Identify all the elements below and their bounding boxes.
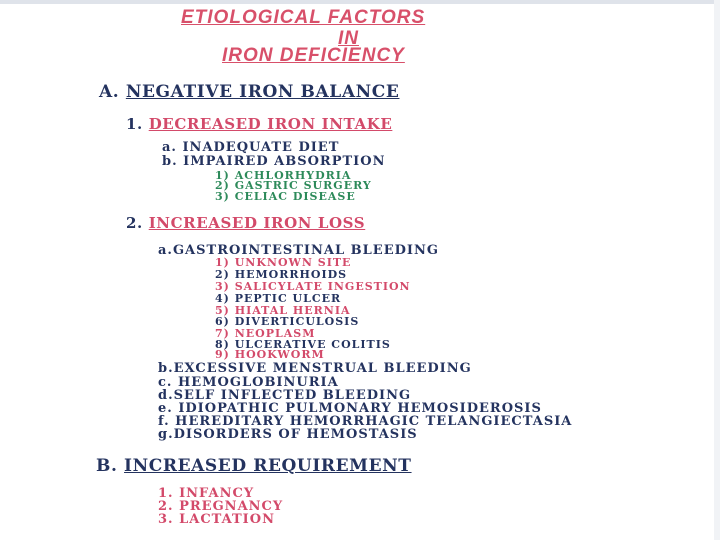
section-b-title: INCREASED REQUIREMENT [124, 456, 412, 476]
gi-cause-2: 2) HEMORRHOIDS [215, 268, 348, 281]
item-1-heading [126, 117, 392, 132]
gi-cause-6: 6) DIVERTICULOSIS [215, 315, 360, 328]
title-line-2: IN [338, 28, 359, 49]
requirement-3: 3. LACTATION [158, 512, 275, 527]
item-2-b: b.EXCESSIVE MENSTRUAL BLEEDING [158, 361, 472, 376]
item-1-sub-3: 3) CELIAC DISEASE [215, 190, 356, 203]
requirement-1: 1. INFANCY [158, 486, 255, 501]
item-1-b: b. IMPAIRED ABSORPTION [162, 154, 386, 169]
section-a-title: NEGATIVE IRON BALANCE [125, 82, 400, 102]
gi-cause-3: 3) SALICYLATE INGESTION [215, 280, 411, 293]
gi-cause-4: 4) PEPTIC ULCER [215, 292, 342, 305]
item-2-heading [126, 216, 365, 231]
item-1-sub-2: 2) GASTRIC SURGERY [215, 179, 372, 192]
gi-cause-8: 8) ULCERATIVE COLITIS [215, 338, 391, 351]
item-2-c: c. HEMOGLOBINURIA [158, 375, 339, 390]
item-2-e: e. IDIOPATHIC PULMONARY HEMOSIDEROSIS [158, 401, 542, 416]
item-2-title: INCREASED IRON LOSS [148, 214, 366, 232]
item-1-title: DECREASED IRON INTAKE [148, 115, 393, 133]
item-1-a: a. INADEQUATE DIET [162, 140, 340, 155]
item-2-g: g.DISORDERS OF HEMOSTASIS [158, 427, 418, 442]
item-1-prefix: 1. [126, 115, 143, 133]
title-line-3: IRON DEFICIENCY [222, 45, 405, 66]
gi-cause-1: 1) UNKNOWN SITE [215, 256, 352, 269]
title-line-1: ETIOLOGICAL FACTORS [181, 7, 426, 28]
section-a-prefix: A. [99, 82, 120, 102]
gi-cause-5: 5) HIATAL HERNIA [215, 304, 351, 317]
item-2-a: a.GASTROINTESTINAL BLEEDING [158, 243, 439, 258]
right-border [714, 0, 720, 540]
requirement-2: 2. PREGNANCY [158, 499, 284, 514]
item-2-f: f. HEREDITARY HEMORRHAGIC TELANGIECTASIA [158, 414, 573, 429]
section-b-heading [96, 458, 412, 475]
section-b-prefix: B. [96, 456, 118, 476]
item-2-prefix: 2. [126, 214, 143, 232]
gi-cause-7: 7) NEOPLASM [215, 327, 316, 340]
gi-cause-9: 9) HOOKWORM [215, 348, 325, 361]
item-1-sub-1: 1) ACHLORHYDRIA [215, 169, 352, 182]
section-a-heading [99, 84, 399, 101]
item-2-d: d.SELF INFLECTED BLEEDING [158, 388, 412, 403]
top-border [0, 0, 720, 4]
